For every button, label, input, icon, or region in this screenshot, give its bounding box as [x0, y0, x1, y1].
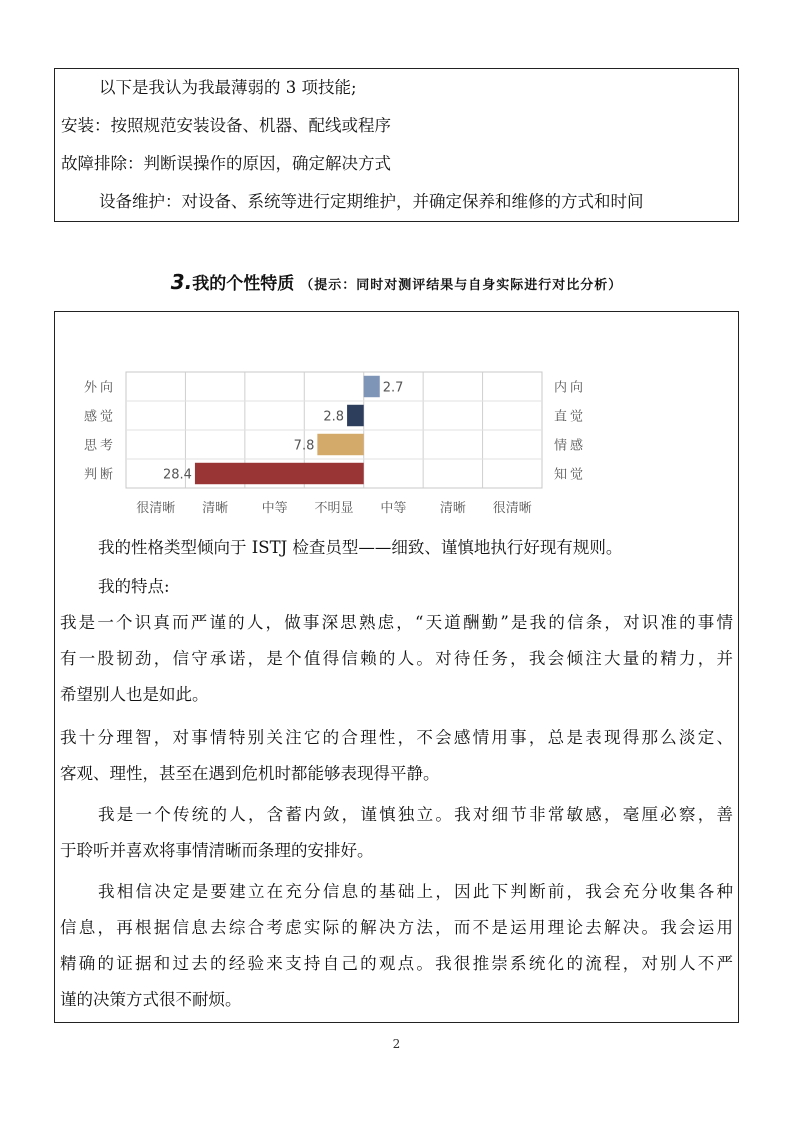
category-left-label: 思考: [83, 438, 116, 454]
x-tick-label: 中等: [261, 501, 288, 516]
paragraph-4-line: 信息，再根据信息去综合考虑实际的解决方法，而不是运用理论去解决。我会运用: [60, 918, 733, 937]
skill-item-install: 安装：按照规范安装设备、机器、配线或程序: [61, 116, 391, 135]
paragraph-1: [60, 612, 733, 720]
paragraph-2-line: 我十分理智，对事情特别关注它的合理性，不会感情用事，总是表现得那么淡定、: [60, 728, 733, 747]
x-tick-label: 很清晰: [136, 501, 176, 516]
x-tick-label: 中等: [380, 501, 407, 516]
x-tick-label: 很清晰: [492, 501, 532, 516]
type-line: 我的性格类型倾向于 ISTJ 检查员型——细致、谨慎地执行好现有规则。: [98, 538, 623, 557]
x-tick-label: 不明显: [314, 501, 354, 516]
bar-value-label: 28.4: [162, 467, 192, 483]
section-title: 我的个性特质: [192, 274, 295, 294]
bar-value-label: 2.8: [323, 409, 345, 425]
x-tick-label: 清晰: [439, 501, 466, 516]
paragraph-4: [60, 881, 733, 1025]
x-tick-label: 清晰: [202, 501, 229, 516]
bar-value-label: 7.8: [293, 438, 315, 454]
paragraph-3: [60, 804, 733, 876]
page-number: 2: [392, 1037, 401, 1051]
skills-box: [54, 68, 739, 222]
bar: [347, 405, 364, 426]
paragraph-3-line: 我是一个传统的人，含蓄内敛，谨慎独立。我对细节非常敏感，毫厘必察，善: [98, 805, 733, 824]
bar: [195, 463, 364, 484]
paragraph-3-line: 于聆听并喜欢将事情清晰而条理的安排好。: [60, 841, 374, 860]
category-right-label: 内向: [554, 380, 587, 396]
skill-item-troubleshoot: 故障排除：判断误操作的原因，确定解决方式: [61, 154, 391, 173]
category-right-label: 直觉: [554, 409, 587, 425]
paragraph-1-line: 我是一个识真而严谨的人，做事深思熟虑，“天道酬勤”是我的信条，对识准的事情: [60, 613, 733, 632]
category-left-label: 感觉: [83, 409, 116, 425]
category-left-label: 判断: [83, 467, 116, 483]
section-hint: （提示：同时对测评结果与自身实际进行对比分析）: [300, 278, 623, 293]
personality-chart-svg: [70, 366, 590, 526]
section-number: 3.: [170, 270, 193, 294]
category-right-label: 知觉: [554, 467, 587, 483]
personality-chart: [70, 366, 590, 526]
skills-intro: 以下是我认为我最薄弱的 3 项技能;: [99, 78, 357, 97]
bar: [364, 376, 380, 397]
traits-label: 我的特点:: [98, 577, 170, 596]
paragraph-4-line: 精确的证据和过去的经验来支持自己的观点。我很推崇系统化的流程，对别人不严: [60, 954, 733, 973]
paragraph-2-line: 客观、理性，甚至在遇到危机时都能够表现得平静。: [60, 764, 440, 783]
paragraph-2: [60, 727, 733, 799]
skill-item-maintenance: 设备维护：对设备、系统等进行定期维护，并确定保养和维修的方式和时间: [99, 192, 644, 211]
category-right-label: 情感: [554, 438, 587, 454]
category-left-label: 外向: [83, 380, 116, 396]
paragraph-1-line: 希望别人也是如此。: [60, 685, 209, 704]
paragraph-1-line: 有一股韧劲，信守承诺，是个值得信赖的人。对待任务，我会倾注大量的精力，并: [60, 649, 733, 668]
bar: [317, 434, 363, 455]
section-heading: [0, 269, 793, 294]
paragraph-4-line: 谨的决策方式很不耐烦。: [60, 990, 242, 1009]
bar-value-label: 2.7: [382, 380, 404, 396]
paragraph-4-line: 我相信决定是要建立在充分信息的基础上，因此下判断前，我会充分收集各种: [98, 882, 733, 901]
